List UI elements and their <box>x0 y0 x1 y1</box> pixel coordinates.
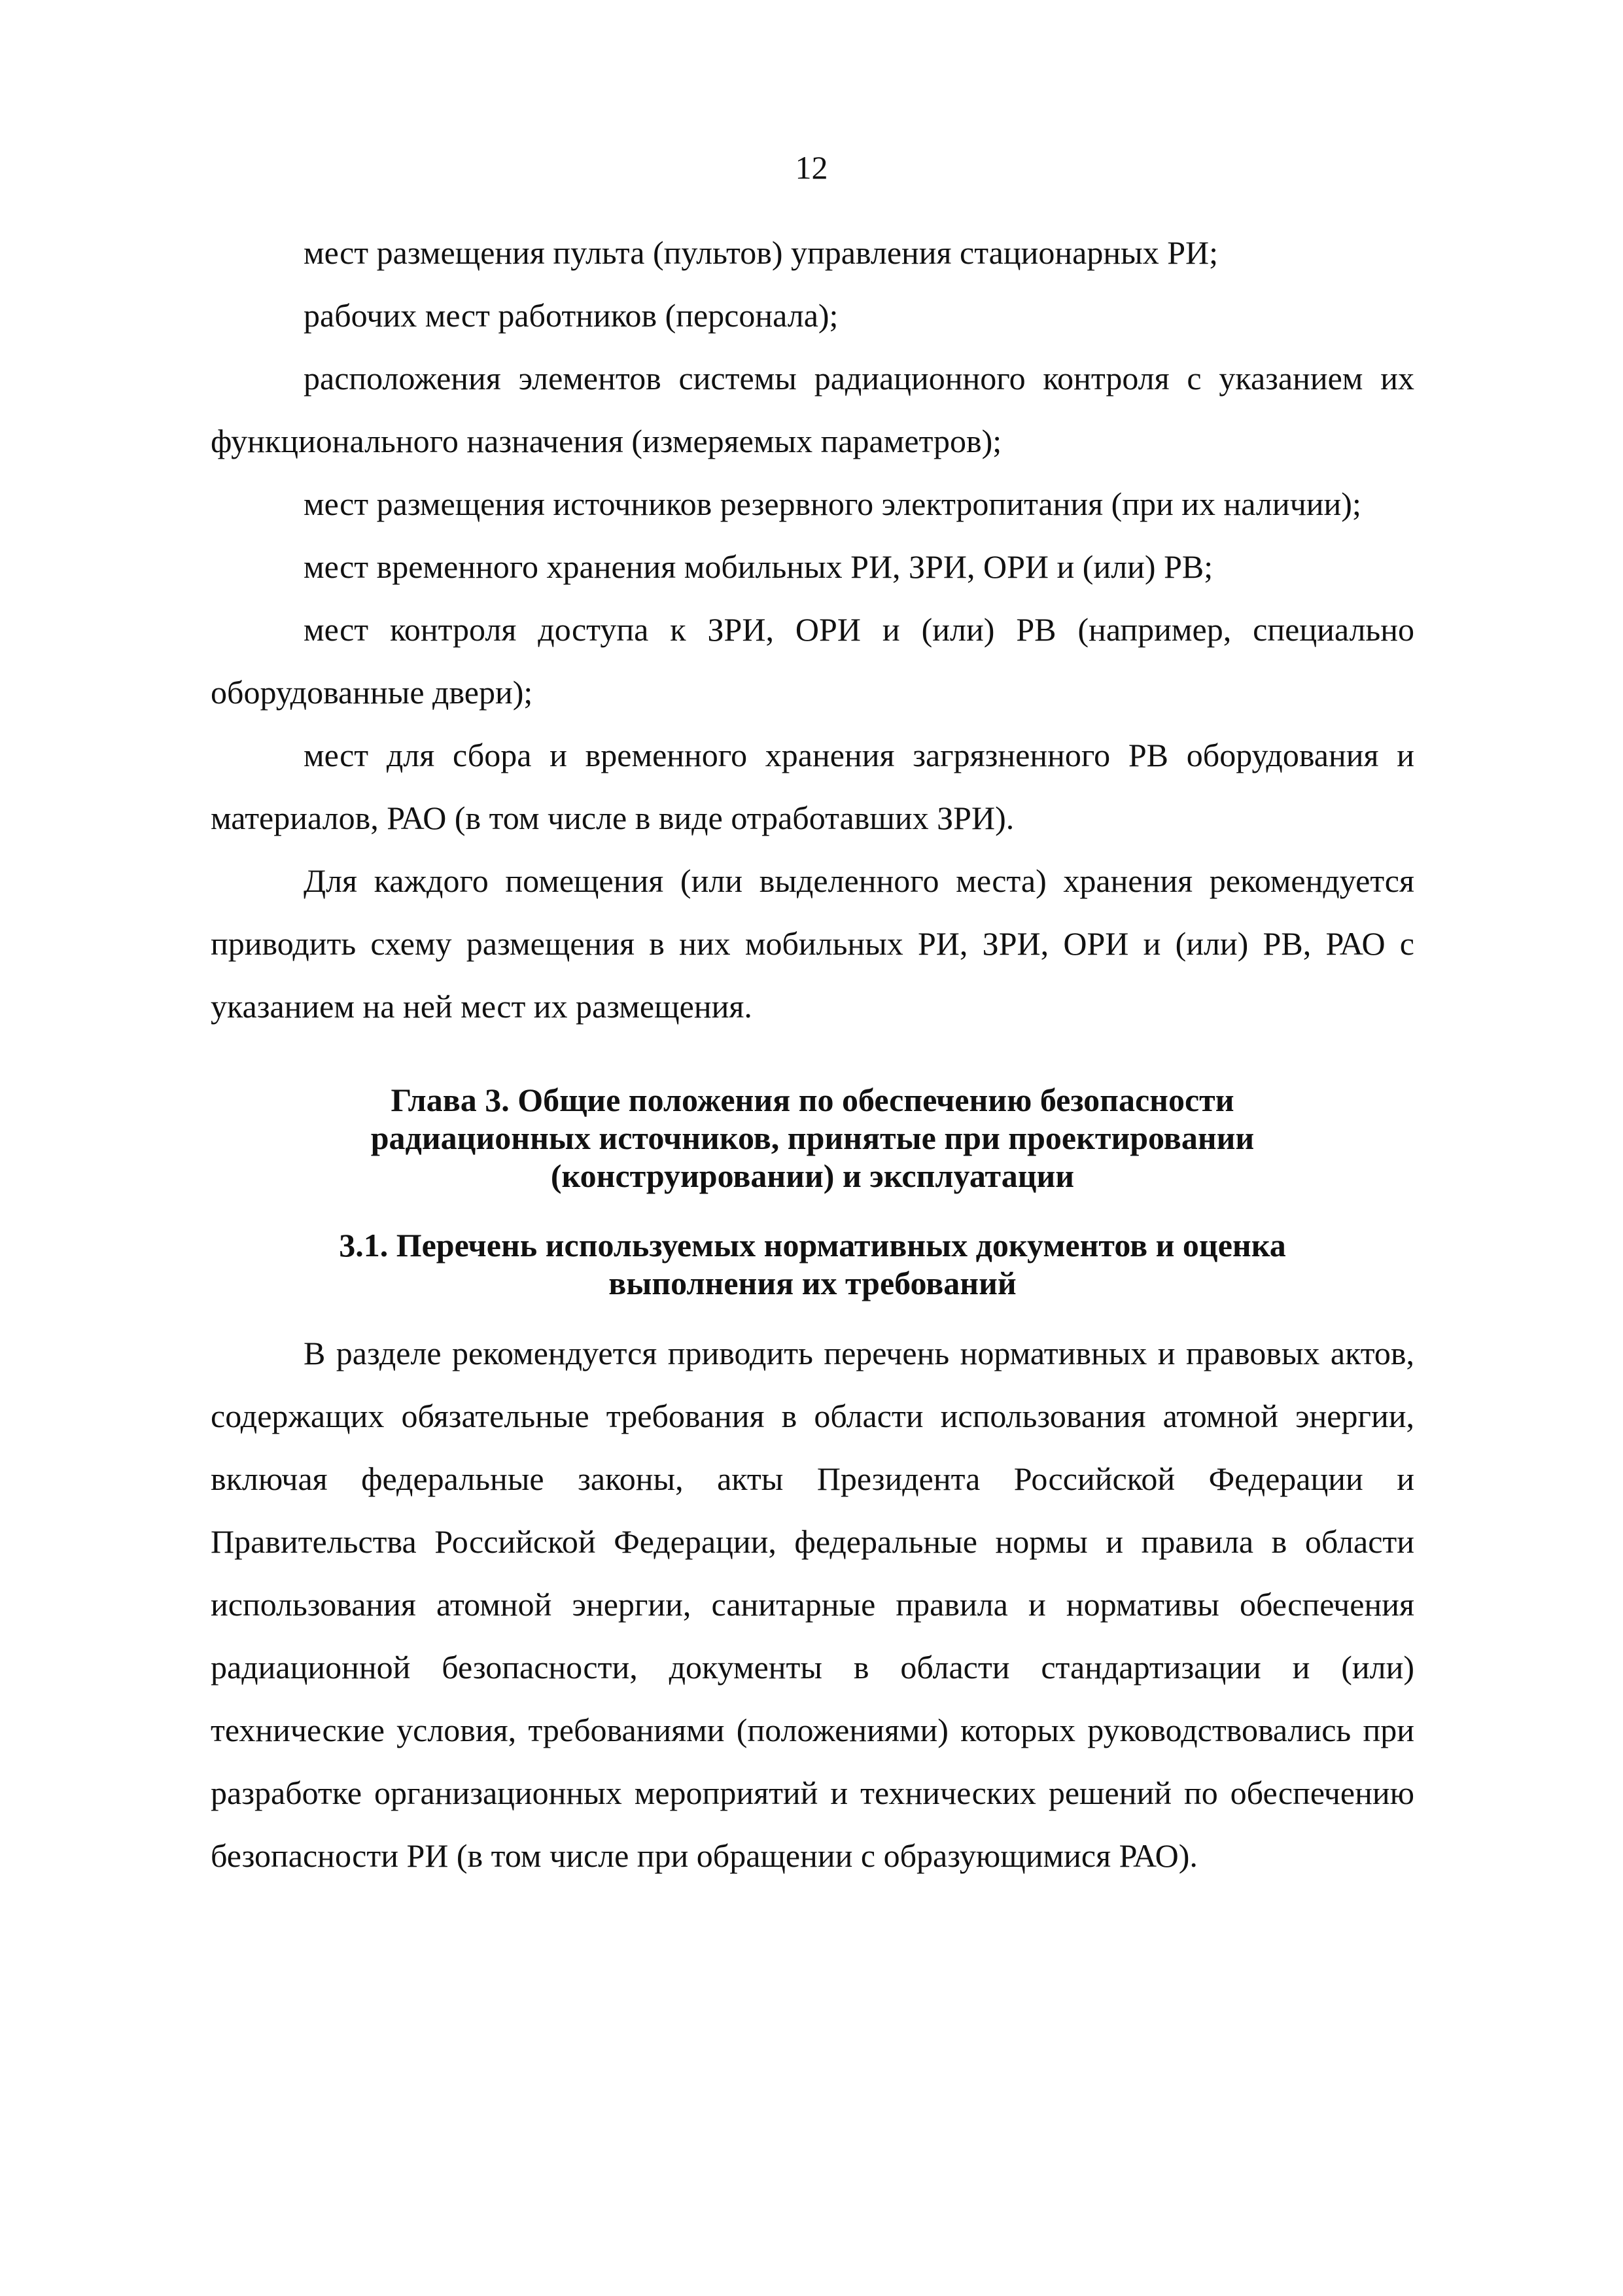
page-number: 12 <box>795 149 828 186</box>
chapter-title-line: Глава 3. Общие положения по обеспечению безопасности <box>391 1082 1234 1118</box>
chapter-title-line: радиационных источников, принятые при проектировании <box>370 1120 1255 1156</box>
list-item-contaminated-collection: мест для сбора и временного хранения загрязненного РВ оборудования и материалов, РАО (в том числе в виде отработавших ЗРИ). <box>211 737 1414 836</box>
list-item-control-panel: мест размещения пульта (пультов) управления стационарных РИ; <box>304 234 1218 271</box>
section-title-line: 3.1. Перечень используемых нормативных документов и оценка <box>339 1227 1286 1263</box>
list-item-access-control: мест контроля доступа к ЗРИ, ОРИ и (или) РВ (например, специально оборудованные двери); <box>211 611 1414 711</box>
section-title <box>211 1226 1414 1302</box>
paragraph-storage-scheme: Для каждого помещения (или выделенного места) хранения рекомендуется приводить схему размещения в них мобильных РИ, ЗРИ, ОРИ и (или) РВ, РАО с указанием на ней мест их размещения. <box>211 862 1414 1025</box>
list-item-backup-power: мест размещения источников резервного электропитания (при их наличии); <box>304 486 1361 522</box>
list-item-workplaces: рабочих мест работников (персонала); <box>304 297 839 334</box>
section-title-line: выполнения их требований <box>608 1265 1017 1301</box>
chapter-title <box>211 1081 1414 1195</box>
section-body-paragraph: В разделе рекомендуется приводить перечень нормативных и правовых актов, содержащих обязательные требования в области использования атомной энергии, включая федеральные законы, акты Президента Российской Федерации и Правительства Российской Федерации, федеральные нормы и правила в области использования атомной энергии, санитарные правила и нормативы обеспечения радиационной безопасности, документы в области стандартизации и (или) технические условия, требованиями (положениями) которых руководствовались при разработке организационных мероприятий и технических решений по обеспечению безопасности РИ (в том числе при обращении с образующимися РАО). <box>211 1335 1414 1874</box>
list-item-temporary-storage: мест временного хранения мобильных РИ, ЗРИ, ОРИ и (или) РВ; <box>304 548 1213 585</box>
document-body <box>211 221 1414 1887</box>
list-item-monitoring-elements: расположения элементов системы радиационного контроля с указанием их функционального назначения (измеряемых параметров); <box>211 360 1414 459</box>
chapter-title-line: (конструировании) и эксплуатации <box>550 1157 1075 1194</box>
